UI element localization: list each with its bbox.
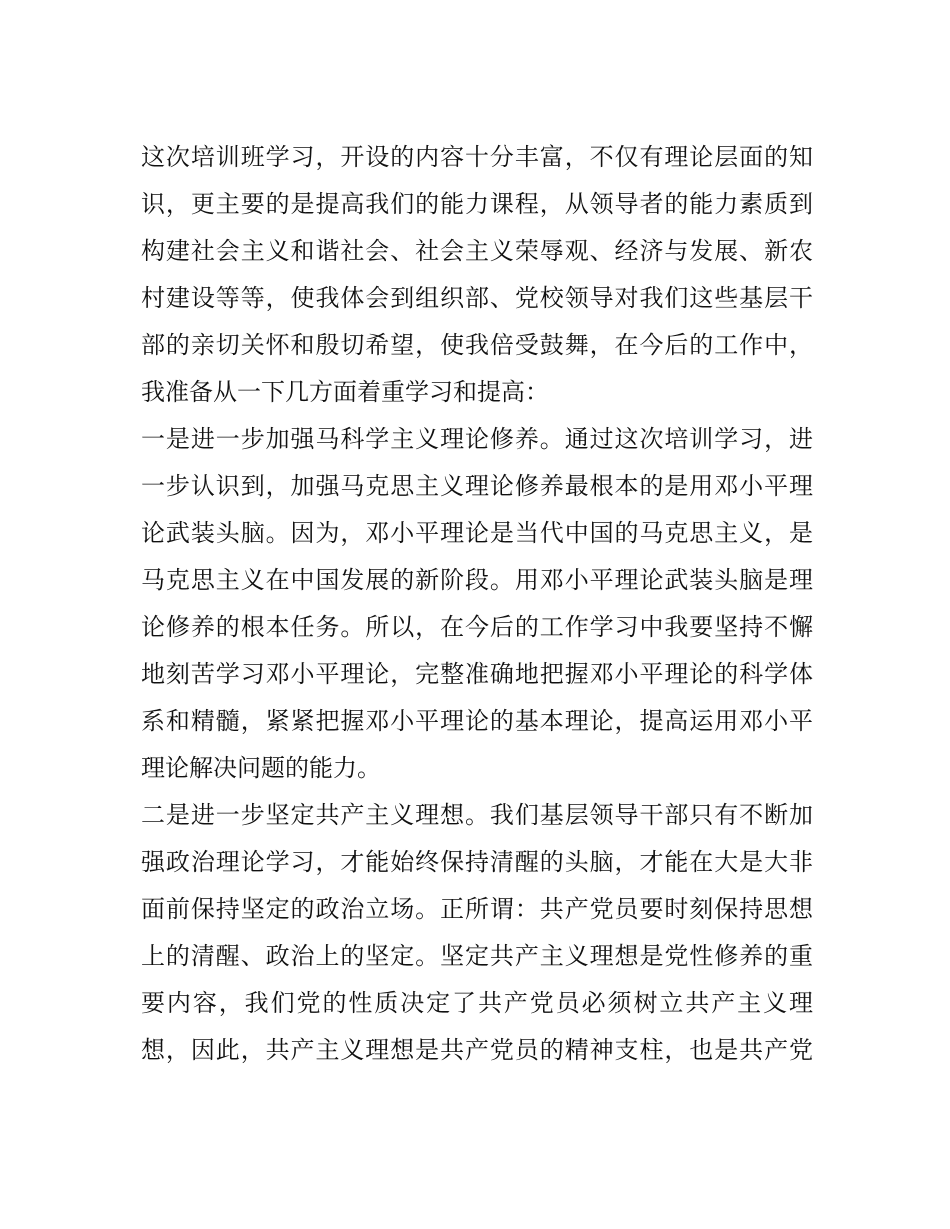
text-line: 一步认识到，加强马克思主义理论修养最根本的是用邓小平理 [141, 472, 813, 500]
text-line: 我准备从一下几方面着重学习和提高： [141, 378, 549, 406]
text-line: 上的清醒、政治上的坚定。坚定共产主义理想是党性修养的重 [141, 942, 813, 970]
body-text [141, 134, 813, 1074]
text-line: 村建设等等，使我体会到组织部、党校领导对我们这些基层干 [141, 284, 813, 312]
text-line: 马克思主义在中国发展的新阶段。用邓小平理论武装头脑是理 [141, 566, 813, 594]
text-line: 论武装头脑。因为，邓小平理论是当代中国的马克思主义，是 [141, 519, 813, 547]
text-line: 地刻苦学习邓小平理论，完整准确地把握邓小平理论的科学体 [141, 660, 813, 688]
text-line: 部的亲切关怀和殷切希望，使我倍受鼓舞，在今后的工作中， [141, 331, 813, 359]
text-line: 二是进一步坚定共产主义理想。我们基层领导干部只有不断加 [141, 801, 813, 829]
text-line: 一是进一步加强马科学主义理论修养。通过这次培训学习，进 [141, 425, 813, 453]
text-line: 论修养的根本任务。所以，在今后的工作学习中我要坚持不懈 [141, 613, 813, 641]
text-line: 要内容，我们党的性质决定了共产党员必须树立共产主义理 [141, 989, 813, 1017]
text-line: 想，因此，共产主义理想是共产党员的精神支柱，也是共产党 [141, 1036, 813, 1064]
text-line: 这次培训班学习，开设的内容十分丰富，不仅有理论层面的知 [141, 143, 813, 171]
text-line: 构建社会主义和谐社会、社会主义荣辱观、经济与发展、新农 [141, 237, 813, 265]
text-line: 强政治理论学习，才能始终保持清醒的头脑，才能在大是大非 [141, 848, 813, 876]
text-line: 面前保持坚定的政治立场。正所谓：共产党员要时刻保持思想 [141, 895, 813, 923]
text-line: 系和精髓，紧紧把握邓小平理论的基本理论，提高运用邓小平 [141, 707, 813, 735]
text-line: 理论解决问题的能力。 [141, 754, 381, 782]
text-line: 识，更主要的是提高我们的能力课程，从领导者的能力素质到 [141, 190, 813, 218]
